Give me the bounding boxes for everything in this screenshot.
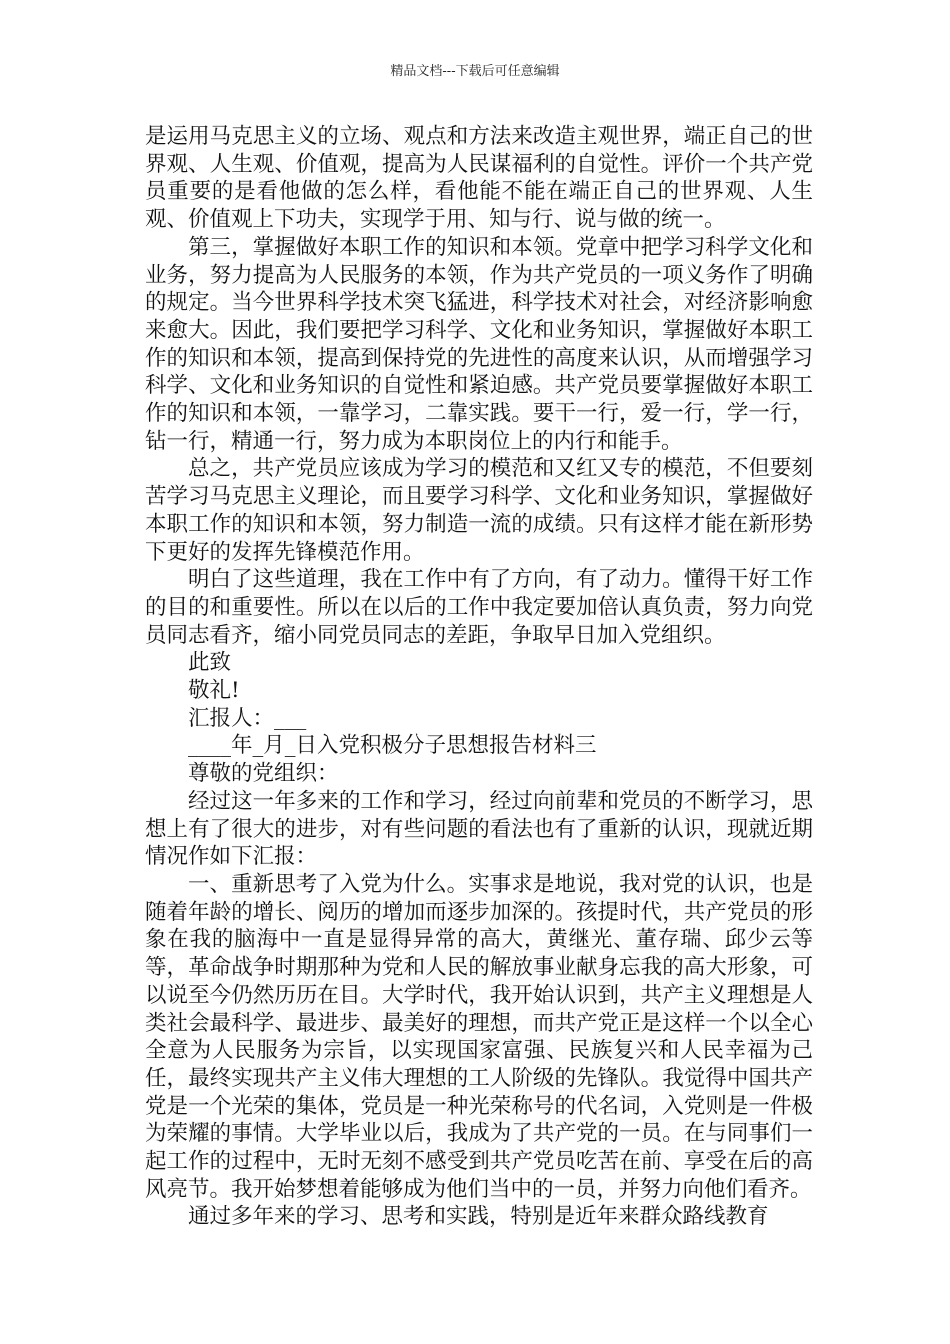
greeting: 尊敬的党组织：	[188, 761, 339, 787]
reporter-line: 汇报人：___	[188, 705, 307, 731]
paragraph: 明白了这些道理，我在工作中有了方向，有了动力。懂得干好工作的目的和重要性。所以在以后的工作中我定要加倍认真负责，努力向党员同志看齐，缩小同党员同志的差距，争取早日加入党组织。	[145, 567, 813, 648]
section-title: ____年_月_日入党积极分子思想报告材料三	[188, 733, 597, 759]
paragraph: 第三，掌握做好本职工作的知识和本领。党章中把学习科学文化和业务，努力提高为人民服务的本领，作为共产党员的一项义务作了明确的规定。当今世界科学技术突飞猛进，科学技术对社会，对经济影响愈来愈大。因此，我们要把学习科学、文化和业务知识，掌握做好本职工作的知识和本领，提高到保持党的先进性的高度来认识，从而增强学习科学、文化和业务知识的自觉性和紧迫感。共产党员要掌握做好本职工作的知识和本领，一靠学习，二靠实践。要干一行，爱一行，学一行，钻一行，精通一行，努力成为本职岗位上的内行和能手。	[145, 234, 813, 454]
paragraph: 总之，共产党员应该成为学习的模范和又红又专的模范，不但要刻苦学习马克思主义理论，而且要学习科学、文化和业务知识，掌握做好本职工作的知识和本领，努力制造一流的成绩。只有这样才能在新形势下更好的发挥先锋模范作用。	[145, 456, 813, 565]
paragraph: 一、重新思考了入党为什么。实事求是地说，我对党的认识，也是随着年龄的增长、阅历的增加而逐步加深的。孩提时代，共产党员的形象在我的脑海中一直是显得异常的高大，黄继光、董存瑞、邱少云等等，革命战争时期那种为党和人民的解放事业献身忘我的高大形象，可以说至今仍然历历在目。大学时代，我开始认识到，共产主义理想是人类社会最科学、最进步、最美好的理想，而共产党正是这样一个以全心全意为人民服务为宗旨，以实现国家富强、民族复兴和人民幸福为己任，最终实现共产主义伟大理想的工人阶级的先锋队。我觉得中国共产党是一个光荣的集体，党员是一种光荣称号的代名词，入党则是一件极为荣耀的事情。大学毕业以后，我成为了共产党的一员。在与同事们一起工作的过程中，无时无刻不感受到共产党员吃苦在前、享受在后的高风亮节。我开始梦想着能够成为他们当中的一员，并努力向他们看齐。	[145, 871, 813, 1202]
paragraph: 是运用马克思主义的立场、观点和方法来改造主观世界，端正自己的世界观、人生观、价值观，提高为人民谋福利的自觉性。评价一个共产党员重要的是看他做的怎么样，看他能不能在端正自己的世界观、人生观、价值观上下功夫，实现学于用、知与行、说与做的统一。	[145, 124, 813, 233]
closing-regards: 敬礼!	[188, 678, 240, 704]
document-header: 精品文档---下载后可任意编辑	[390, 64, 560, 79]
closing-salutation: 此致	[188, 650, 232, 676]
document-body	[145, 123, 813, 1231]
paragraph: 通过多年来的学习、思考和实践，特别是近年来群众路线教育	[188, 1204, 769, 1230]
paragraph: 经过这一年多来的工作和学习，经过向前辈和党员的不断学习，思想上有了很大的进步，对有些问题的看法也有了重新的认识，现就近期情况作如下汇报：	[145, 788, 813, 870]
